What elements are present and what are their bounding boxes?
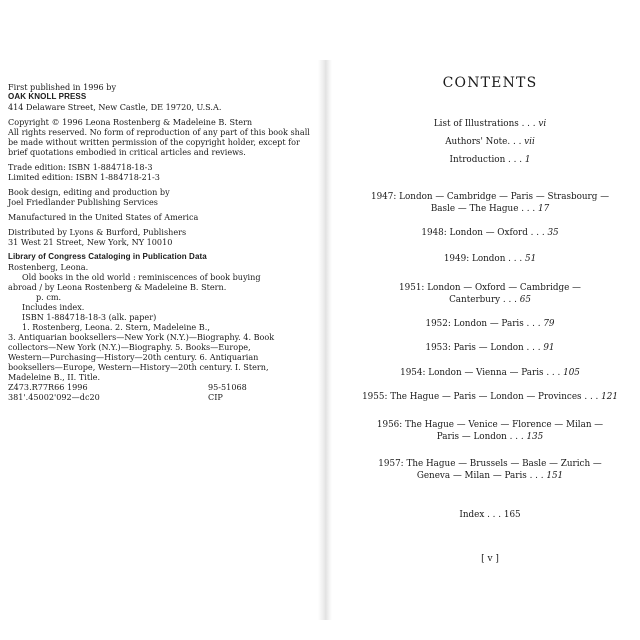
edition-line: Trade edition: ISBN 1-884718-18-3	[8, 162, 153, 172]
toc-label: Introduction . . .	[449, 155, 525, 165]
contents-title: CONTENTS	[442, 75, 538, 91]
editions-block	[8, 162, 310, 182]
toc-year: 1947:	[370, 192, 397, 202]
cip-call-number: Z473.R77R66 1996	[8, 382, 88, 392]
cip-lccn: 95-51068	[208, 382, 247, 392]
first-published-line: First published in 1996 by	[8, 82, 117, 92]
toc-entry-1949	[340, 253, 640, 265]
toc-year: 1951:	[399, 283, 425, 293]
design-line: Book design, editing and production by	[8, 187, 170, 197]
toc-label: List of Illustrations . . .	[433, 119, 539, 129]
toc-places: Geneva — Milan — Paris . . .	[416, 471, 547, 481]
toc-front-item	[340, 118, 640, 130]
toc-places: Canterbury . . .	[449, 295, 520, 305]
toc-label: Authors' Note. . .	[445, 137, 525, 147]
cip-title-line: abroad / by Leona Rostenberg & Madeleine B. Stern.	[8, 282, 227, 292]
page-folio: [ v ]	[481, 554, 499, 564]
toc-entry-1955	[340, 391, 640, 403]
cip-heading: Library of Congress Cataloging in Publication Data	[8, 252, 207, 261]
toc-entry-1954	[340, 367, 640, 379]
toc-places: Basle — The Hague . . .	[430, 204, 538, 214]
toc-page-number: 105	[563, 368, 580, 378]
toc-page-number: 35	[547, 228, 559, 238]
contents-page	[340, 0, 636, 640]
distributor-line: Distributed by Lyons & Burford, Publishers	[8, 227, 187, 237]
copyright-block	[8, 117, 310, 157]
toc-entry-1957	[340, 458, 640, 470]
toc-page-number: vii	[524, 137, 535, 147]
toc-places: The Hague — Venice — Florence — Milan —	[405, 420, 604, 430]
copyright-line: be made without written permission of the copyright holder, except for	[8, 137, 300, 147]
copyright-line: brief quotations embodied in critical articles and reviews.	[8, 147, 246, 157]
toc-entry-1953	[340, 342, 640, 354]
toc-entry-1957-cont	[340, 470, 640, 482]
toc-year: 1948:	[421, 228, 447, 238]
cip-subject-line: Western—Purchasing—History—20th century. 6. Antiquarian	[8, 352, 259, 362]
cip-label: CIP	[208, 392, 223, 402]
cip-title-line: Old books in the old world : reminiscences of book buying	[22, 272, 261, 282]
toc-year: 1952:	[425, 319, 451, 329]
toc-page-number: 65	[519, 295, 531, 305]
toc-places: London — Cambridge — Paris — Strasbourg —	[399, 192, 609, 202]
toc-places: Paris — London . . .	[453, 343, 544, 353]
toc-places: The Hague — Brussels — Basle — Zurich —	[406, 459, 602, 469]
toc-places: London . . .	[471, 254, 525, 264]
publication-block	[8, 82, 310, 112]
copyright-line: All rights reserved. No form of reproduction of any part of this book shall	[8, 127, 310, 137]
toc-entry-1952	[340, 318, 640, 330]
toc-label: Index . . .	[459, 510, 504, 520]
cip-call-row	[8, 382, 310, 392]
cip-call-row	[8, 392, 310, 402]
cip-isbn: ISBN 1-884718-18-3 (alk. paper)	[22, 312, 157, 322]
distributor-line: 31 West 21 Street, New York, NY 10010	[8, 237, 173, 247]
edition-line: Limited edition: ISBN 1-884718-21-3	[8, 172, 160, 182]
toc-places: London — Paris . . .	[453, 319, 544, 329]
toc-places: London — Vienna — Paris . . .	[428, 368, 564, 378]
toc-front-item	[340, 154, 640, 166]
toc-page-number: 121	[601, 392, 618, 402]
copyright-line: Copyright © 1996 Leona Rostenberg & Madeleine B. Stern	[8, 117, 253, 127]
distribution-block	[8, 227, 310, 247]
toc-entry-1951	[340, 282, 640, 294]
design-credit-block	[8, 187, 310, 207]
toc-page-number: 151	[546, 471, 564, 481]
cip-index: Includes index.	[22, 302, 85, 312]
toc-entry-1956	[340, 419, 640, 431]
cip-record	[8, 262, 310, 402]
toc-places: Paris — London . . .	[436, 432, 527, 442]
page-gutter	[318, 60, 332, 620]
cip-subject-line: collectors—New York (N.Y.)—Biography. 5. Books—Europe,	[8, 342, 251, 352]
toc-places: London — Oxford — Cambridge —	[427, 283, 581, 293]
toc-year: 1957:	[378, 459, 404, 469]
design-line: Joel Friedlander Publishing Services	[8, 197, 158, 207]
publisher-address: 414 Delaware Street, New Castle, DE 19720, U.S.A.	[8, 102, 222, 112]
toc-year: 1953:	[425, 343, 451, 353]
toc-entry-1947-cont	[340, 203, 640, 215]
toc-page-number: 1	[524, 155, 531, 165]
toc-entry-1956-cont	[340, 431, 640, 443]
cip-pages: p. cm.	[36, 292, 62, 302]
toc-entry-1947	[340, 191, 640, 203]
toc-page-number: 51	[524, 254, 537, 264]
toc-places: London — Oxford . . .	[449, 228, 548, 238]
toc-year: 1956:	[376, 420, 403, 430]
cip-subject-line: 1. Rostenberg, Leona. 2. Stern, Madeleine B.,	[22, 322, 210, 332]
toc-page-number: 91	[543, 343, 555, 353]
cip-subject-line: 3. Antiquarian booksellers—New York (N.Y.)—Biography. 4. Book	[8, 332, 275, 342]
toc-year: 1949:	[443, 254, 470, 264]
toc-year: 1955:	[362, 392, 388, 402]
toc-page-number: 79	[543, 319, 555, 329]
manufactured-line: Manufactured in the United States of America	[8, 212, 199, 222]
toc-page-number: 165	[503, 510, 521, 520]
publisher-name: OAK KNOLL PRESS	[8, 92, 87, 101]
copyright-page	[8, 82, 310, 402]
toc-entry-1948	[340, 227, 640, 239]
cip-dewey: 381'.45002'092—dc20	[8, 392, 100, 402]
toc-entry-1951-cont	[340, 294, 640, 306]
cip-subject-line: booksellers—Europe, Western—History—20th century. I. Stern,	[8, 362, 269, 372]
manufacture-block	[8, 212, 310, 222]
toc-page-number: vi	[538, 119, 547, 129]
cip-subject-line: Madeleine B., II. Title.	[8, 372, 101, 382]
cip-author: Rostenberg, Leona.	[8, 262, 89, 272]
toc-front-item	[340, 136, 640, 148]
toc-page-number: 17	[537, 204, 550, 214]
toc-index	[340, 509, 640, 521]
toc-year: 1954:	[400, 368, 426, 378]
toc-places: The Hague — Paris — London — Provinces . . .	[390, 392, 602, 402]
toc-page-number: 135	[526, 432, 544, 442]
